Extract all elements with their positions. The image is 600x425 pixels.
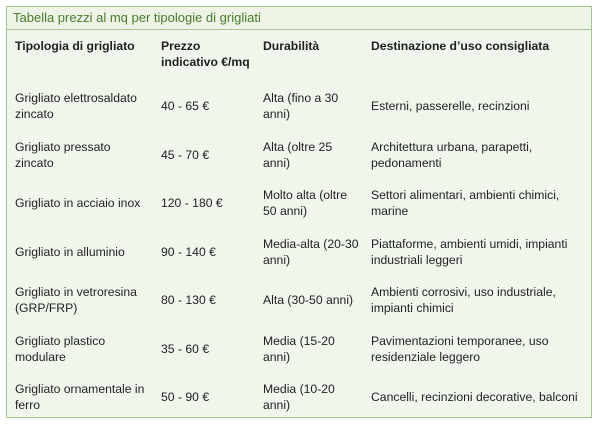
cell-tipologia: Grigliato in acciaio inox [15, 196, 141, 211]
price-table [7, 30, 591, 422]
header-row [7, 30, 591, 82]
cell-tipologia: Grigliato pressato zincato [15, 139, 111, 170]
header-tipologia: Tipologia di grigliato [15, 39, 135, 53]
cell-destinazione: Cancelli, recinzioni decorative, balconi [371, 390, 578, 405]
cell-durabilita: Media (15-20 anni) [263, 333, 335, 364]
header-durabilita: Durabilità [263, 39, 320, 53]
cell-prezzo: 80 - 130 € [161, 293, 216, 308]
table-title: Tabella prezzi al mq per tipologie di grigliati [7, 7, 591, 30]
cell-destinazione: Pavimentazioni temporanee, uso residenziale leggero [371, 333, 549, 364]
cell-prezzo: 45 - 70 € [161, 147, 210, 162]
cell-destinazione: Architettura urbana, parapetti, pedonamenti [371, 139, 533, 170]
cell-durabilita: Molto alta (oltre 50 anni) [263, 188, 347, 219]
cell-tipologia: Grigliato plastico modulare [15, 333, 106, 364]
cell-durabilita: Alta (fino a 30 anni) [263, 91, 339, 122]
cell-durabilita: Media-alta (20-30 anni) [263, 236, 359, 267]
table-row [7, 131, 591, 180]
cell-destinazione: Ambienti corrosivi, uso industriale, impianti chimici [371, 285, 556, 316]
cell-destinazione: Settori alimentari, ambienti chimici, marine [371, 188, 560, 219]
table-row [7, 325, 591, 374]
cell-prezzo: 40 - 65 € [161, 99, 210, 114]
header-prezzo: Prezzo indicativo €/mq [161, 39, 250, 69]
price-table-panel [6, 6, 592, 418]
cell-prezzo: 50 - 90 € [161, 390, 210, 405]
cell-prezzo: 90 - 140 € [161, 244, 216, 259]
header-destinazione: Destinazione d’uso consigliata [371, 39, 550, 53]
cell-prezzo: 35 - 60 € [161, 341, 210, 356]
cell-tipologia: Grigliato ornamentale in ferro [15, 382, 145, 413]
cell-prezzo: 120 - 180 € [161, 196, 223, 211]
cell-destinazione: Esterni, passerelle, recinzioni [371, 99, 530, 114]
cell-tipologia: Grigliato in vetroresina (GRP/FRP) [15, 285, 137, 316]
cell-durabilita: Alta (30-50 anni) [263, 293, 354, 308]
cell-durabilita: Media (10-20 anni) [263, 382, 335, 413]
cell-tipologia: Grigliato in alluminio [15, 244, 125, 259]
table-row [7, 179, 591, 228]
cell-tipologia: Grigliato elettrosaldato zincato [15, 91, 137, 122]
cell-destinazione: Piattaforme, ambienti umidi, impianti industriali leggeri [371, 236, 568, 267]
table-row [7, 228, 591, 277]
table-row [7, 276, 591, 325]
table-row [7, 373, 591, 422]
table-row [7, 82, 591, 131]
cell-durabilita: Alta (oltre 25 anni) [263, 139, 333, 170]
